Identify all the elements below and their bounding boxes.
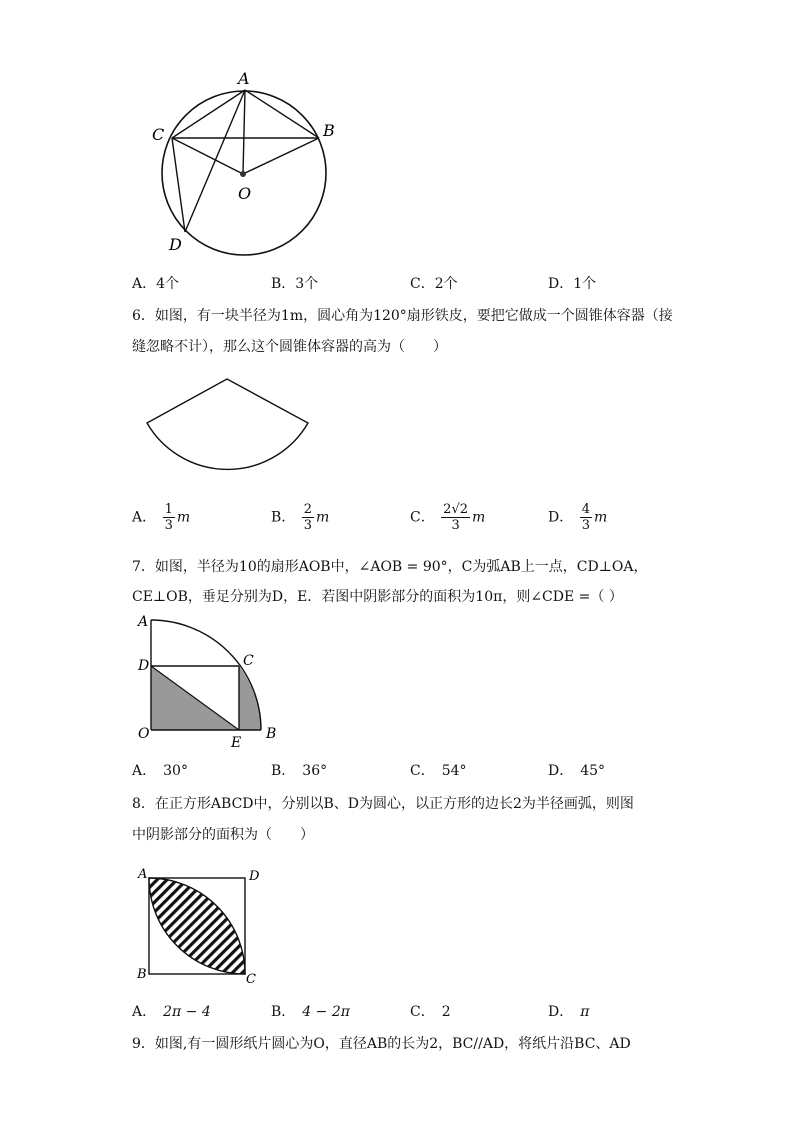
q5-chord-cd (172, 138, 185, 232)
q6-option-b-fraction: $\frac{2}{3}$ (303, 502, 313, 533)
q5-radius-ao (243, 90, 245, 174)
q7-label-c: C (243, 653, 254, 669)
q5-chord-ad (185, 90, 245, 232)
q5-option-d[interactable]: D．1个 (548, 276, 597, 292)
q8-option-d[interactable]: D． π (548, 1004, 590, 1020)
q8-option-a[interactable]: A． 2π − 4 (132, 1004, 211, 1020)
q5-radius-bo (243, 138, 319, 174)
q5-label-d: D (169, 235, 182, 254)
q8-label-a: A (138, 867, 148, 882)
q8-option-c[interactable]: C． 2 (410, 1004, 451, 1020)
q8-shaded-lens (149, 878, 245, 974)
q7-option-c[interactable]: C． 54° (410, 763, 467, 779)
q7-option-d[interactable]: D． 45° (548, 763, 606, 779)
q5-option-a[interactable]: A．4个 (132, 276, 180, 292)
q5-figure (145, 66, 345, 262)
q8-text-line2: 中阴影部分的面积为（ ） (132, 827, 314, 843)
q5-center-dot (240, 171, 246, 177)
q7-option-b[interactable]: B． 36° (271, 763, 328, 779)
q8-label-d: D (249, 869, 260, 884)
q5-chord-ac (172, 90, 245, 138)
q7-label-b: B (266, 726, 277, 742)
q5-radius-co (172, 138, 243, 174)
q6-option-a-fraction: $\frac{1}{3}$ (164, 502, 173, 533)
q8-figure (133, 862, 263, 986)
q5-chord-ab (245, 90, 319, 138)
q7-shaded-segment (239, 666, 261, 730)
q6-option-c[interactable]: C． $\frac{2√2}{3}$ m (410, 502, 486, 533)
q7-label-o: O (138, 726, 150, 742)
q7-text-line1: 7．如图，半径为10的扇形AOB中，∠AOB = 90°，C为弧AB上一点，CD⊥OA， (132, 559, 648, 575)
q5-label-a: A (238, 69, 250, 88)
q6-option-a[interactable]: A． $\frac{1}{3}$ m (132, 502, 191, 533)
q7-label-d: D (138, 658, 150, 674)
q9-text-line1: 9．如图,有一圆形纸片圆心为O，直径AB的长为2，BC//AD，将纸片沿BC、AD (132, 1036, 631, 1052)
q6-option-b[interactable]: B． $\frac{2}{3}$ m (271, 502, 330, 533)
q5-label-o: O (238, 184, 252, 203)
q6-sector-figure (140, 372, 350, 478)
q7-label-a: A (138, 614, 149, 630)
q6-option-c-fraction: $\frac{2√2}{3}$ (443, 502, 468, 533)
q6-sector (147, 379, 308, 469)
q5-label-c: C (152, 125, 165, 144)
q6-option-d[interactable]: D． $\frac{4}{3}$ m (548, 502, 608, 533)
q8-text-line1: 8．在正方形ABCD中，分别以B、D为圆心，以正方形的边长2为半径画弧，则图 (132, 796, 634, 812)
q5-label-b: B (323, 121, 335, 140)
q6-option-d-fraction: $\frac{4}{3}$ (581, 502, 590, 533)
q6-text-line1: 6．如图，有一块半径为1m，圆心角为120°扇形铁皮，要把它做成一个圆锥体容器（接 (132, 308, 673, 324)
q5-option-b[interactable]: B．3个 (271, 276, 319, 292)
q8-option-b[interactable]: B． 4 − 2π (271, 1004, 350, 1020)
q8-label-c: C (246, 972, 256, 986)
q6-text-line2: 缝忽略不计），那么这个圆锥体容器的高为（ ） (132, 339, 447, 355)
q7-label-e: E (231, 735, 242, 751)
q5-option-c[interactable]: C．2个 (410, 276, 458, 292)
q7-option-a[interactable]: A． 30° (132, 763, 188, 779)
q7-figure (135, 612, 285, 752)
q7-text-line2: CE⊥OB，垂足分别为D，E．若图中阴影部分的面积为10π，则∠CDE =（ ） (132, 589, 623, 605)
q8-label-b: B (137, 967, 147, 982)
